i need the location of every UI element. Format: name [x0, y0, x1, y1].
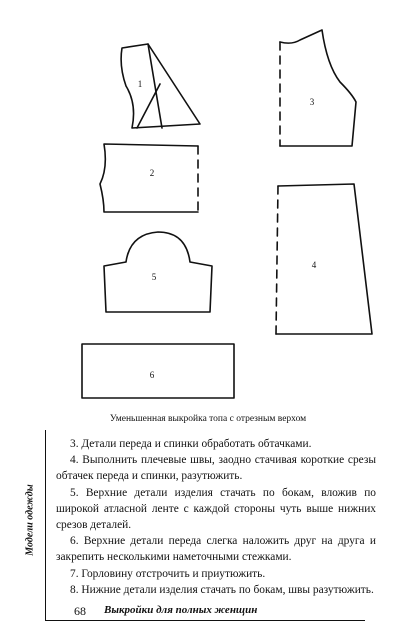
footer-rule	[45, 620, 365, 621]
pattern-piece-2	[100, 144, 198, 212]
side-rule	[45, 430, 46, 620]
instruction-step: 8. Нижние детали изделия стачать по бокам, швы разутюжить.	[70, 583, 374, 596]
piece-label-3: 3	[309, 97, 315, 107]
section-side-label: Модели одежды	[24, 484, 36, 556]
instruction-step: 7. Горловину отстрочить и приутюжить.	[70, 567, 266, 580]
instruction-list	[56, 436, 376, 598]
piece-label-5: 5	[151, 272, 157, 282]
instruction-step: 3. Детали переда и спинки обработать обтачками.	[70, 438, 312, 450]
figure-caption: Уменьшенная выкройка топа с отрезным верхом	[109, 414, 307, 424]
pattern-piece-5	[104, 232, 212, 312]
instruction-step: 6. Верхние детали переда слегка наложить друг на друга и закрепить несколькими наметочными стежками.	[56, 535, 376, 564]
instruction-step: 4. Выполнить плечевые швы, заодно стачивая короткие срезы обтачек переда и спинки, разутюжить.	[56, 454, 376, 483]
pattern-piece-1	[121, 44, 200, 128]
running-title: Выкройки для полных женщин	[104, 604, 258, 616]
piece-label-2: 2	[149, 168, 155, 178]
piece-label-4: 4	[311, 260, 317, 270]
page-number: 68	[74, 604, 86, 618]
pattern-piece-3	[280, 30, 356, 146]
piece-label-1: 1	[137, 79, 143, 89]
pattern-piece-6	[82, 344, 234, 398]
piece-label-6: 6	[149, 370, 155, 380]
pattern-piece-4	[276, 184, 372, 334]
instruction-step: 5. Верхние детали изделия стачать по бокам, вложив по широкой атласной ленте с каждой стороны чуть выше нижних срезов деталей.	[56, 486, 376, 532]
